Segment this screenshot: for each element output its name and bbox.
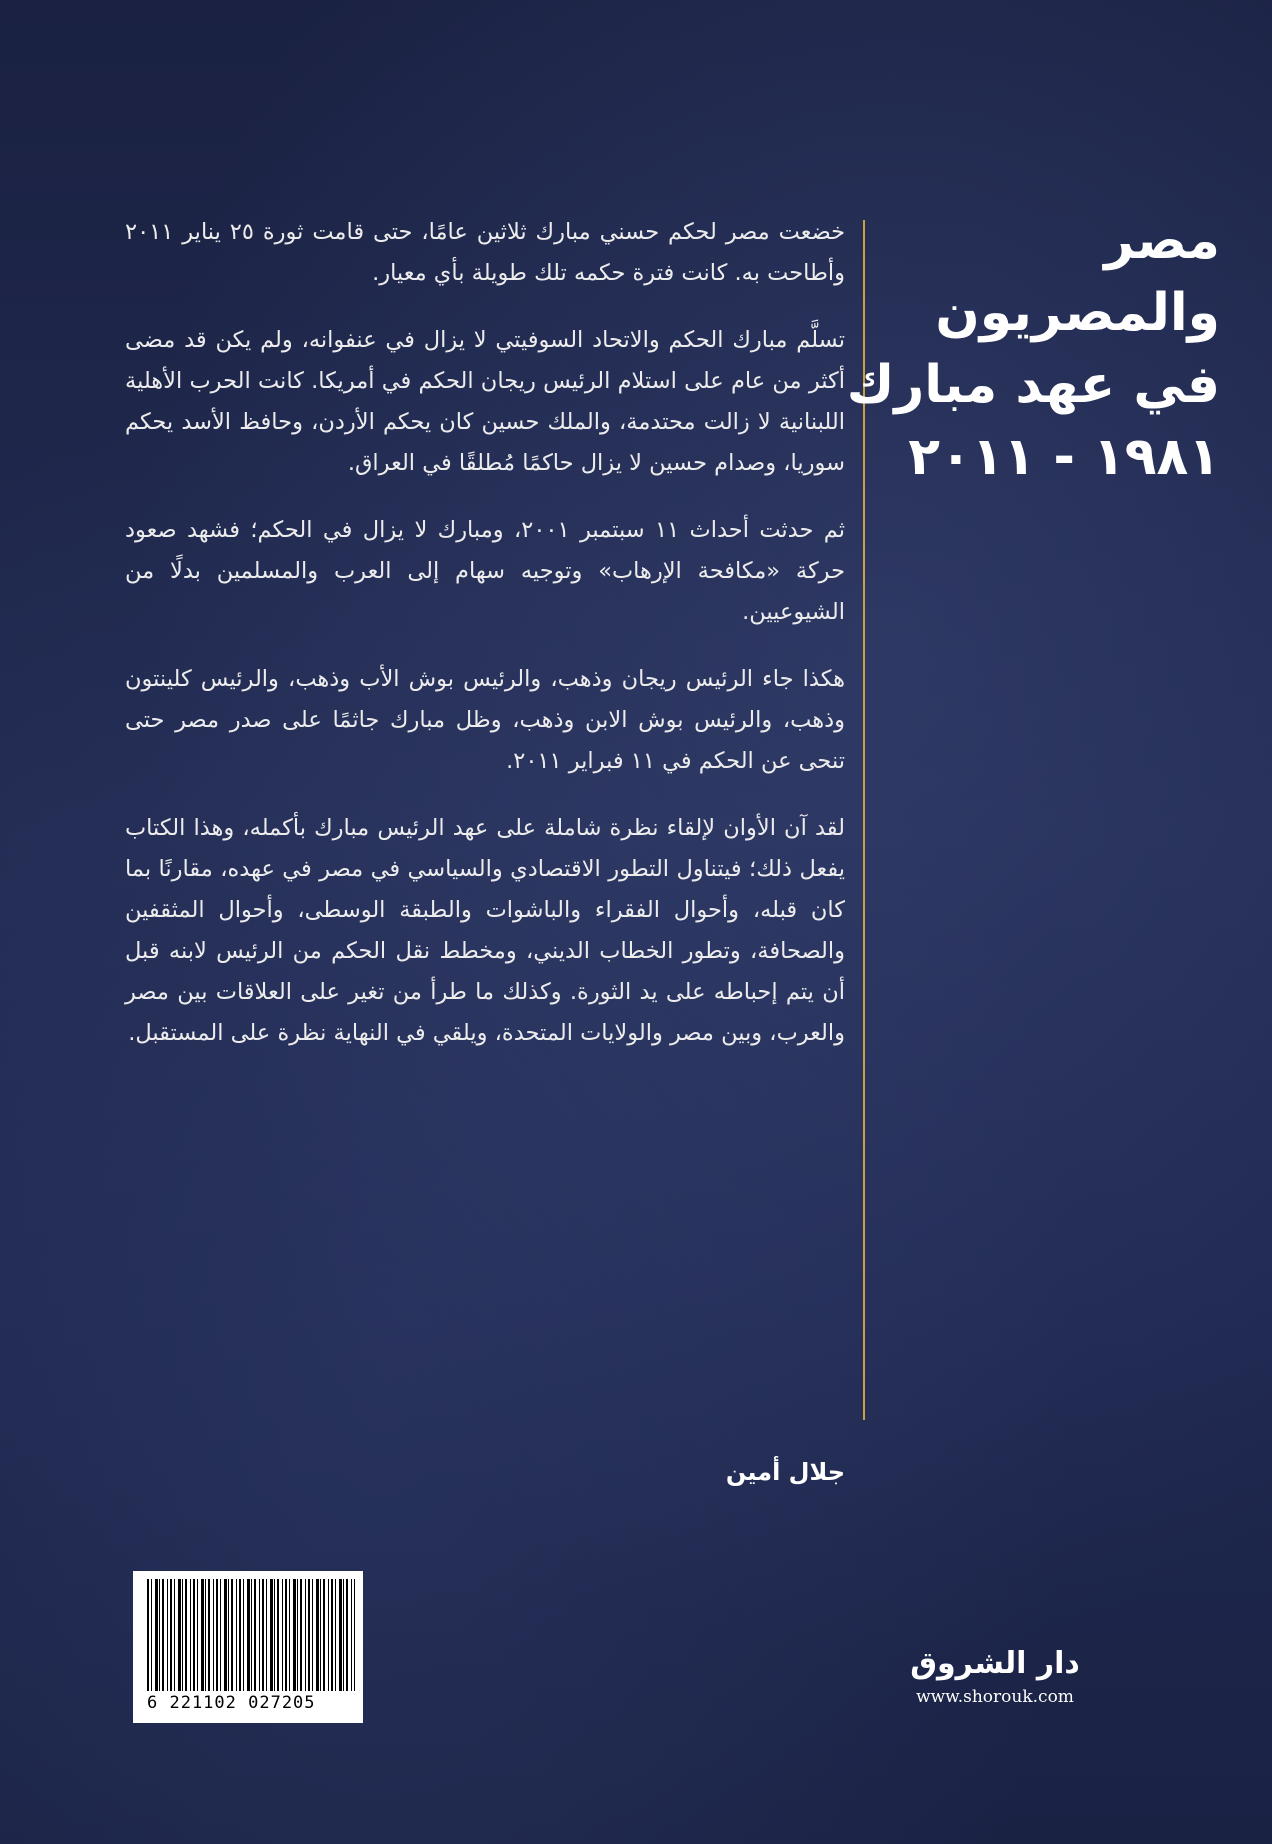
blurb-paragraph-1: خضعت مصر لحكم حسني مبارك ثلاثين عامًا، حتى قامت ثورة ٢٥ يناير ٢٠١١ وأطاحت به. كانت فترة حكمه تلك طويلة بأي معيار. (125, 219, 846, 286)
isbn-barcode (133, 1571, 363, 1723)
blurb-paragraph-5: لقد آن الأوان لإلقاء نظرة شاملة على عهد الرئيس مبارك بأكمله، وهذا الكتاب يفعل ذلك؛ فيتناول التطور الاقتصادي والسياسي في مصر في عهده، مقارنًا بما كان قبله، وأحوال الفقراء والباشوات والطبقة الوسطى، وأحوال المثقفين والصحافة، وتطور الخطاب الديني، ومخطط نقل الحكم من الرئيس لابنه قبل أن يتم إحباطه على يد الثورة. وكذلك ما طرأ من تغير على العلاقات بين مصر والعرب، وبين مصر والولايات المتحدة، ويلقي في النهاية نظرة على المستقبل. (125, 815, 845, 1046)
barcode-bars (147, 1579, 355, 1691)
book-title (846, 205, 1220, 493)
barcode-number: 6 221102 027205 (147, 1693, 316, 1713)
publisher-name: دار الشروق (910, 1646, 1080, 1681)
title-line-years: ١٩٨١ - ٢٠١١ (908, 427, 1220, 487)
title-line-3: في عهد مبارك (846, 355, 1220, 415)
author-name: جلال أمين (725, 1458, 845, 1486)
publisher-url: www.shorouk.com (916, 1687, 1074, 1707)
title-line-2: والمصريون (935, 283, 1220, 343)
blurb-paragraph-2: تسلَّم مبارك الحكم والاتحاد السوفيتي لا يزال في عنفوانه، ولم يكن قد مضى أكثر من عام على استلام الرئيس ريجان الحكم في أمريكا. كانت الحرب الأهلية اللبنانية لا زالت محتدمة، والملك حسين كان يحكم الأردن، وحافظ الأسد يحكم سوريا، وصدام حسين لا يزال حاكمًا مُطلقًا في العراق. (125, 327, 845, 476)
blurb-paragraph-3: ثم حدثت أحداث ١١ سبتمبر ٢٠٠١، ومبارك لا يزال في الحكم؛ فشهد صعود حركة «مكافحة الإرهاب» وتوجيه سهام إلى العرب والمسلمين بدلًا من الشيوعيين. (125, 517, 846, 625)
blurb-text (125, 212, 845, 1080)
blurb-paragraph-4: هكذا جاء الرئيس ريجان وذهب، والرئيس بوش الأب وذهب، والرئيس كلينتون وذهب، والرئيس بوش الابن وذهب، وظل مبارك جاثمًا على صدر مصر حتى تنحى عن الحكم في ١١ فبراير ٢٠١١. (125, 666, 845, 774)
publisher-logo (880, 1646, 1110, 1707)
title-line-1: مصر (1104, 211, 1220, 271)
